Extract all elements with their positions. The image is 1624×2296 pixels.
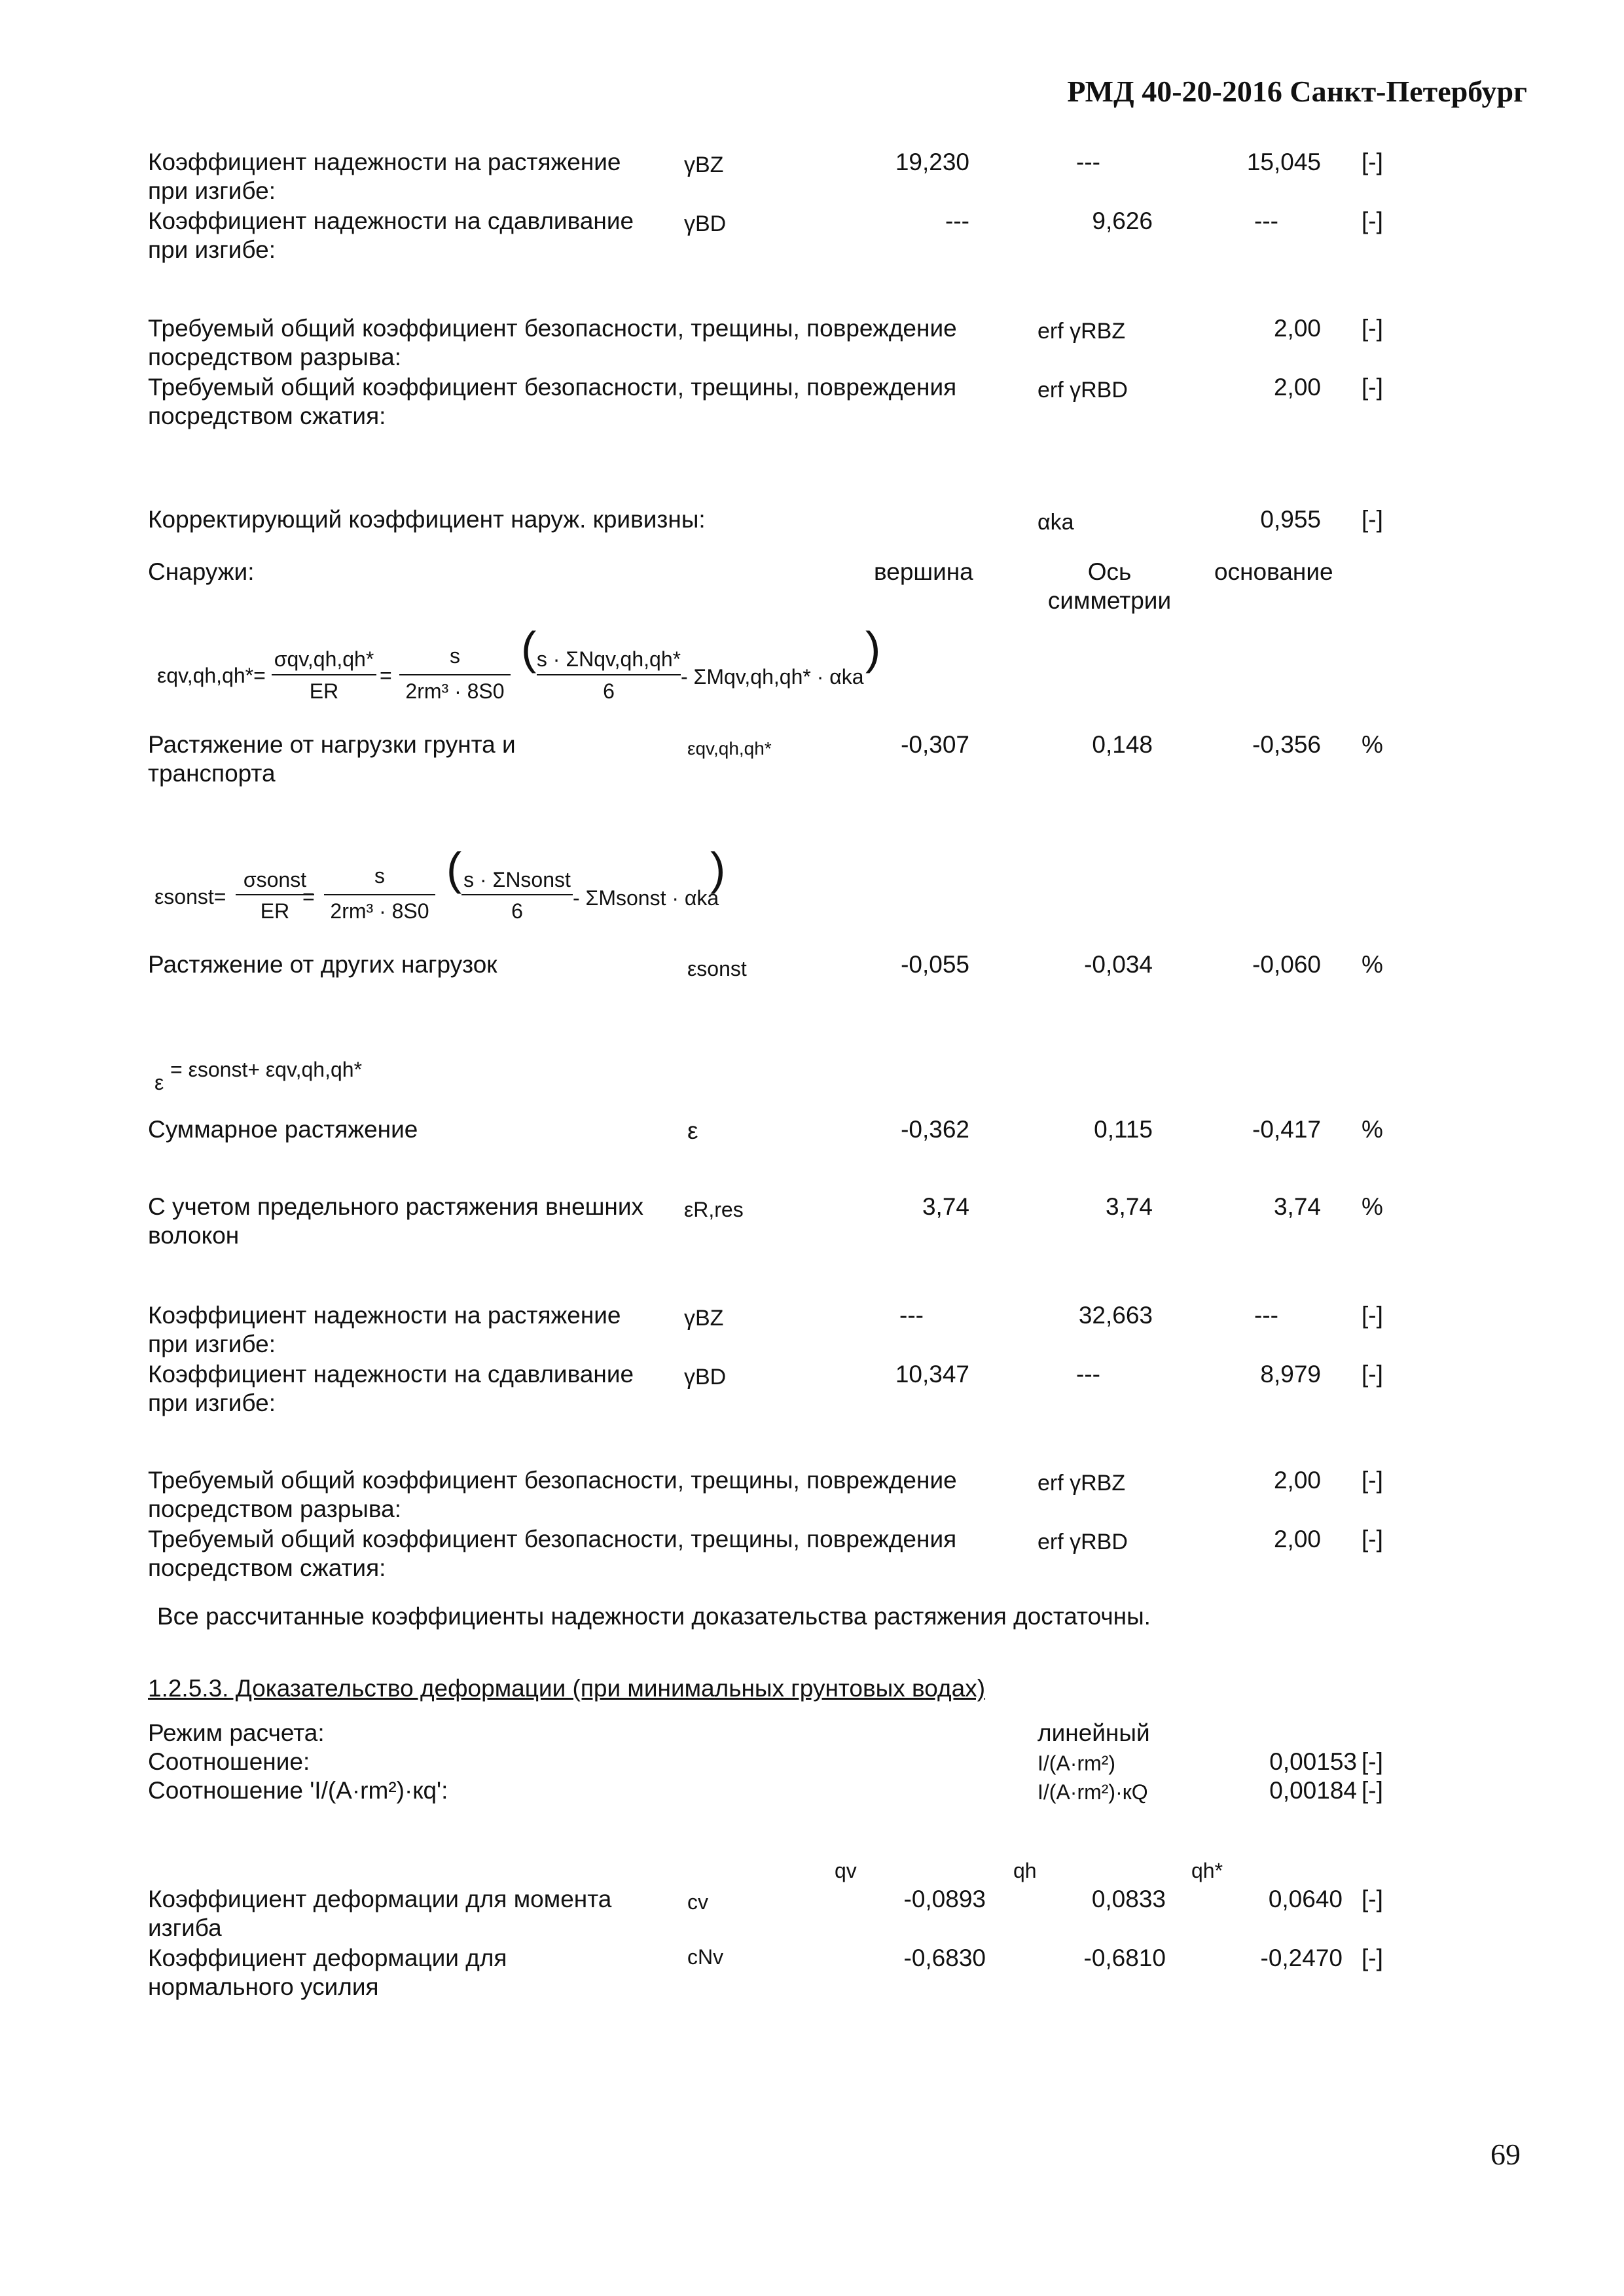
formula2-num2: s <box>374 864 385 888</box>
formula2-close-paren: ) <box>710 843 726 894</box>
page-number: 69 <box>1490 2138 1521 2171</box>
document-page: РМД 40-20-2016 Санкт-Петербург Коэффициент надежности на растяжение при изгибе: γBZ 19,230 --- 15,045 [-] Коэффициент надежности на сдавливание при изгибе: γBD --- 9,626 --- [-] Требуемый общий коэффициент безопасности, трещины, повреждение посредством разрыва: erf γRBZ 2,00 [-] Требуемый общий коэффициент безопасности, трещины, повреждения посредством сжатия: erf γRBD 2,00 [-] Корректирующий коэффициент наруж. кривизны: αka 0,955 [-] Снаружи: вершина Ось симметрии основание εqv,qh,qh*= σqv,qh,qh* ER = s 2rm³ · 8S0 ( s · ΣNqv,qh,qh* 6 - ΣMqv,qh,qh* · αka ) Растяжение от нагрузки грунта и транспорта εqv,qh,qh* -0,307 0,148 -0,356 % εsonst= σsonst ER = s 2rm³ · 8S0 ( s · ΣNsonst 6 - ΣMsonst · αka ) Растяжение от других нагрузок εsonst -0,055 -0,034 -0,060 % ε = εsonst+ εqv,qh,qh* Суммарное растяжение ε -0,362 0,115 -0,417 % С учетом предельного растяжения внешних волокон εR,res 3,74 3,74 3,74 % Коэффициент надежности на растяжение при изгибе: γBZ --- 32,663 --- [-] Коэффициент надежности на сдавливание при изгибе: γBD 10,347 --- 8,979 [-] Требуемый общий коэффициент безопасности, трещины, повреждение посредством разрыва: erf γRBZ 2,00 [-] Требуемый общий коэффициент безопасности, трещины, повреждения посредством сжатия: erf γRBD 2,00 [-] Все рассчитанные коэффициенты надежности доказательства растяжения достаточны. 1.2.5.3. Доказательство деформации (при минимальных грунтовых водах) Режим расчета: линейный Соотношение: I/(A·rm²) 0,00153 [-] Соотношение 'I/(A·rm²)·кq': I/(A·rm²)·кQ 0,00184 [-] qv qh qh* Коэффициент деформации для момента изгиба cv -0,0893 0,0833 0,0640 [-] Коэффициент деформации для нормального усилия cNv -0,6830 -0,6810 -0,2470 [-] 69 <box>0 0 1624 2296</box>
column-axis-line2: симметрии <box>1047 587 1172 614</box>
tension-soil-symbol: εqv,qh,qh* <box>687 738 772 759</box>
reliability2-tension-symbol: γBZ <box>684 1306 724 1331</box>
deform-header-qv: qv <box>835 1859 857 1882</box>
tension-soil-v3: -0,356 <box>1252 731 1321 758</box>
reliability2-tension-v1: --- <box>899 1302 924 1329</box>
required-tension-unit: [-] <box>1362 315 1383 342</box>
formula1-inner-den: 6 <box>603 679 615 703</box>
formula1-inner-rest: - ΣMqv,qh,qh* · αka <box>681 665 864 689</box>
formula2-den1: ER <box>260 899 290 923</box>
required-tension-symbol: erf γRBZ <box>1038 319 1126 344</box>
required2-compress-unit: [-] <box>1362 1526 1383 1552</box>
required2-compress-label-2: посредством сжатия: <box>148 1554 386 1581</box>
reliability-compress-label: Коэффициент надежности на сдавливание <box>148 207 634 234</box>
reliability2-compress-v3: 8,979 <box>1260 1361 1321 1388</box>
ratio1-symbol: I/(A·rm²) <box>1038 1751 1116 1775</box>
reliability-compress-v3: --- <box>1254 207 1278 234</box>
formula3-lhs: ε <box>154 1071 164 1094</box>
limit-strain-symbol: εR,res <box>684 1198 744 1221</box>
reliability2-tension-v3: --- <box>1254 1302 1278 1329</box>
outside-label: Снаружи: <box>148 558 255 585</box>
tension-other-v1: -0,055 <box>901 951 969 978</box>
tension-soil-v2: 0,148 <box>1092 731 1153 758</box>
reliability-compress-symbol: γBD <box>684 211 727 236</box>
reliability2-compress-label-2: при изгибе: <box>148 1390 276 1416</box>
reliability-tension-v1: 19,230 <box>895 149 969 175</box>
deform-header-qh: qh <box>1013 1859 1037 1882</box>
total-strain-v1: -0,362 <box>901 1116 969 1143</box>
deform-normal-label: Коэффициент деформации для <box>148 1945 507 1971</box>
total-strain-v2: 0,115 <box>1094 1116 1153 1143</box>
reliability-tension-label: Коэффициент надежности на растяжение <box>148 149 621 175</box>
tension-other-unit: % <box>1362 951 1383 978</box>
total-strain-symbol: ε <box>687 1117 698 1144</box>
formula2-lhs: εsonst= <box>154 885 226 908</box>
formula2-inner-rest: - ΣMsonst · αka <box>573 886 719 910</box>
mode-value: линейный <box>1038 1719 1150 1746</box>
limit-strain-unit: % <box>1362 1193 1383 1220</box>
reliability-tension-label-2: при изгибе: <box>148 177 276 204</box>
deform-moment-label-2: изгиба <box>148 1914 222 1941</box>
formula1-inner-num: s · ΣNqv,qh,qh* <box>536 647 681 671</box>
formula1-open-paren: ( <box>521 622 537 673</box>
formula1-den1: ER <box>309 679 339 703</box>
required2-tension-label: Требуемый общий коэффициент безопасности, трещины, повреждение <box>148 1467 957 1494</box>
reliability-compress-v2: 9,626 <box>1092 207 1153 234</box>
required-tension-label: Требуемый общий коэффициент безопасности, трещины, повреждение <box>148 315 957 342</box>
ratio2-value: 0,00184 <box>1269 1777 1357 1804</box>
limit-strain-label-2: волокон <box>148 1222 240 1249</box>
deform-normal-label-2: нормального усилия <box>148 1973 379 2000</box>
deform-moment-v2: 0,0833 <box>1091 1886 1166 1912</box>
reliability-compress-v1: --- <box>945 207 969 234</box>
required-tension-label-2: посредством разрыва: <box>148 344 402 370</box>
limit-strain-v3: 3,74 <box>1273 1193 1321 1220</box>
formula2-num1: σsonst <box>243 868 307 891</box>
formula1-num1: σqv,qh,qh* <box>274 647 374 671</box>
required-compress-symbol: erf γRBD <box>1038 378 1128 403</box>
deform-header-qhstar: qh* <box>1191 1859 1223 1882</box>
reliability-compress-label-2: при изгибе: <box>148 236 276 263</box>
section-title: 1.2.5.3. Доказательство деформации (при минимальных грунтовых водах) <box>148 1675 986 1702</box>
column-base: основание <box>1214 558 1333 585</box>
deform-moment-unit: [-] <box>1362 1886 1383 1912</box>
ratio1-value: 0,00153 <box>1269 1748 1357 1775</box>
ratio2-label: Соотношение 'I/(A·rm²)·кq': <box>148 1777 448 1804</box>
total-strain-label: Суммарное растяжение <box>148 1116 418 1143</box>
curvature-symbol: αka <box>1038 510 1074 535</box>
conclusion-text: Все рассчитанные коэффициенты надежности доказательства растяжения достаточны. <box>157 1603 1151 1630</box>
reliability-tension-unit: [-] <box>1362 149 1383 175</box>
total-strain-v3: -0,417 <box>1252 1116 1321 1143</box>
reliability-compress-unit: [-] <box>1362 207 1383 234</box>
required-compress-label: Требуемый общий коэффициент безопасности, трещины, повреждения <box>148 374 957 401</box>
reliability-tension-v3: 15,045 <box>1246 149 1321 175</box>
reliability-tension-v2: --- <box>1076 149 1100 175</box>
required2-tension-value: 2,00 <box>1273 1467 1321 1494</box>
column-axis-line1: Ось <box>1087 558 1132 585</box>
tension-soil-label: Растяжение от нагрузки грунта и <box>148 731 516 758</box>
deform-normal-v3: -0,2470 <box>1260 1945 1343 1971</box>
formula3-rhs: = εsonst+ εqv,qh,qh* <box>170 1058 363 1081</box>
total-strain-unit: % <box>1362 1116 1383 1143</box>
deform-moment-symbol: cv <box>687 1890 708 1914</box>
required2-compress-value: 2,00 <box>1273 1526 1321 1552</box>
reliability2-compress-v2: --- <box>1076 1361 1100 1388</box>
ratio2-symbol: I/(A·rm²)·кQ <box>1038 1780 1148 1804</box>
tension-other-v2: -0,034 <box>1084 951 1153 978</box>
ratio2-unit: [-] <box>1362 1777 1383 1804</box>
tension-soil-unit: % <box>1362 731 1383 758</box>
formula1-close-paren: ) <box>865 622 881 673</box>
deform-normal-v1: -0,6830 <box>903 1945 986 1971</box>
reliability-tension-symbol: γBZ <box>684 152 724 177</box>
reliability2-compress-unit: [-] <box>1362 1361 1383 1388</box>
ratio1-unit: [-] <box>1362 1748 1383 1775</box>
deform-moment-v3: 0,0640 <box>1268 1886 1343 1912</box>
column-top: вершина <box>874 558 973 585</box>
deform-normal-unit: [-] <box>1362 1945 1383 1971</box>
reliability2-compress-symbol: γBD <box>684 1365 727 1390</box>
page-header: РМД 40-20-2016 Санкт-Петербург <box>1067 75 1527 108</box>
ratio1-label: Соотношение: <box>148 1748 310 1775</box>
tension-soil-label-2: транспорта <box>148 760 276 787</box>
limit-strain-label: С учетом предельного растяжения внешних <box>148 1193 644 1220</box>
mode-label: Режим расчета: <box>148 1719 325 1746</box>
required-tension-value: 2,00 <box>1273 315 1321 342</box>
formula2-den2: 2rm³ · 8S0 <box>330 899 429 923</box>
formula1-den2: 2rm³ · 8S0 <box>405 679 505 703</box>
formula2-open-paren: ( <box>446 843 462 894</box>
curvature-value: 0,955 <box>1260 506 1321 533</box>
required-compress-label-2: посредством сжатия: <box>148 403 386 429</box>
required2-compress-label: Требуемый общий коэффициент безопасности, трещины, повреждения <box>148 1526 957 1552</box>
tension-soil-v1: -0,307 <box>901 731 969 758</box>
reliability2-compress-v1: 10,347 <box>895 1361 969 1388</box>
deform-normal-v2: -0,6810 <box>1083 1945 1166 1971</box>
curvature-unit: [-] <box>1362 506 1383 533</box>
limit-strain-v1: 3,74 <box>922 1193 969 1220</box>
tension-other-v3: -0,060 <box>1252 951 1321 978</box>
reliability2-tension-label-2: при изгибе: <box>148 1331 276 1357</box>
required2-tension-symbol: erf γRBZ <box>1038 1471 1126 1496</box>
formula2-inner-num: s · ΣNsonst <box>463 868 571 891</box>
reliability2-tension-v2: 32,663 <box>1078 1302 1153 1329</box>
deform-normal-symbol: cNv <box>687 1945 724 1969</box>
formula1-num2: s <box>450 644 460 668</box>
required-compress-unit: [-] <box>1362 374 1383 401</box>
reliability2-tension-label: Коэффициент надежности на растяжение <box>148 1302 621 1329</box>
tension-other-symbol: εsonst <box>687 957 747 980</box>
required2-compress-symbol: erf γRBD <box>1038 1530 1128 1554</box>
deform-moment-label: Коэффициент деформации для момента <box>148 1886 612 1912</box>
reliability2-compress-label: Коэффициент надежности на сдавливание <box>148 1361 634 1388</box>
formula1-lhs: εqv,qh,qh*= <box>157 664 266 687</box>
tension-other-label: Растяжение от других нагрузок <box>148 951 497 978</box>
curvature-label: Корректирующий коэффициент наруж. кривизны: <box>148 506 706 533</box>
reliability2-tension-unit: [-] <box>1362 1302 1383 1329</box>
limit-strain-v2: 3,74 <box>1105 1193 1153 1220</box>
required2-tension-unit: [-] <box>1362 1467 1383 1494</box>
required-compress-value: 2,00 <box>1273 374 1321 401</box>
required2-tension-label-2: посредством разрыва: <box>148 1496 402 1522</box>
deform-moment-v1: -0,0893 <box>903 1886 986 1912</box>
formula2-inner-den: 6 <box>511 899 523 923</box>
